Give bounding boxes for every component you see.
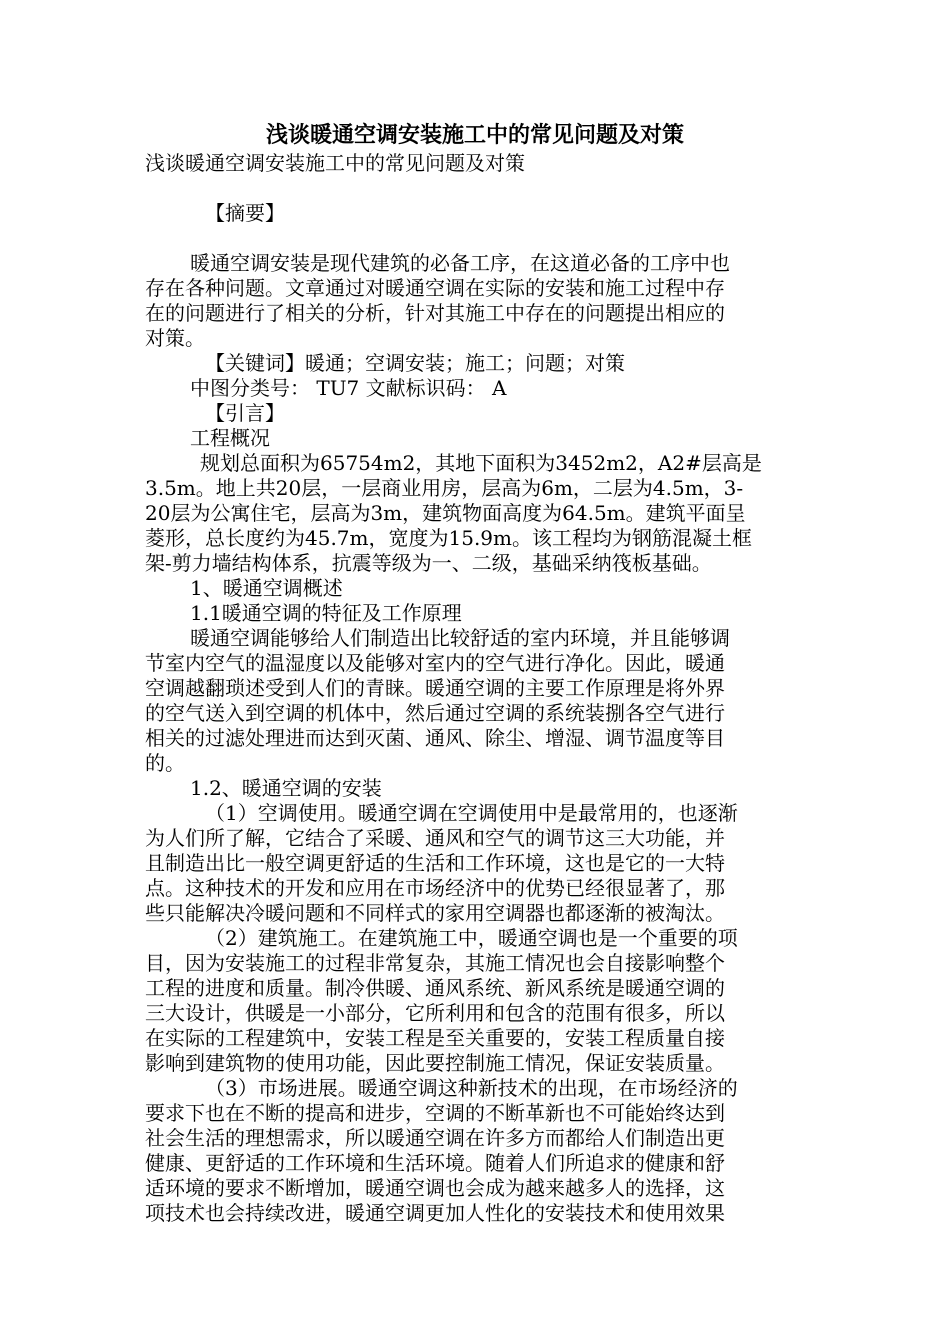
subsection-heading: 1.1暖通空调的特征及工作原理 [190, 601, 462, 625]
paragraph-line: 3.5m。地上共20层，一层商业用房，层高为6m，二层为4.5m，3- [145, 476, 744, 500]
paragraph-line: （2）建筑施工。在建筑施工中，暖通空调也是一个重要的项 [205, 926, 738, 950]
abstract-line: 存在各种问题。文章通过对暖通空调在实际的安装和施工过程中存 [145, 276, 725, 300]
project-overview-heading: 工程概况 [190, 426, 270, 450]
abstract-line: 对策。 [145, 326, 205, 350]
paragraph-line: 相关的过滤处理进而达到灭菌、通风、除尘、增湿、调节温度等目 [145, 726, 725, 750]
document-title: 浅谈暖通空调安装施工中的常见问题及对策 [265, 122, 684, 148]
paragraph-line: 暖通空调能够给人们制造出比较舒适的室内环境，并且能够调 [190, 626, 730, 650]
paragraph-line: （3）市场进展。暖通空调这种新技术的出现，在市场经济的 [205, 1076, 738, 1100]
paragraph-line: 的。 [145, 751, 185, 775]
paragraph-line: 目，因为安装施工的过程非常复杂，其施工情况也会自接影响整个 [145, 951, 725, 975]
paragraph-line: 架-剪力墙结构体系，抗震等级为一、二级，基础采纳筏板基础。 [145, 551, 712, 575]
paragraph-line: 规划总面积为65754m2，其地下面积为3452m2，A2#层高是 [200, 451, 762, 475]
paragraph-line: 项技术也会持续改进，暖通空调更加人性化的安装技术和使用效果 [145, 1201, 725, 1225]
paragraph-line: 为人们所了解，它结合了采暖、通风和空气的调节这三大功能，并 [145, 826, 725, 850]
paragraph-line: 健康、更舒适的工作环境和生活环境。随着人们所追求的健康和舒 [145, 1151, 725, 1175]
abstract-heading: 【摘要】 [205, 201, 285, 225]
paragraph-line: 社会生活的理想需求，所以暖通空调在许多方而都给人们制造出更 [145, 1126, 725, 1150]
paragraph-line: 影响到建筑物的使用功能，因此要控制施工情况，保证安装质量。 [145, 1051, 725, 1075]
paragraph-line: 要求下也在不断的提高和进步，空调的不断革新也不可能始终达到 [145, 1101, 725, 1125]
paragraph-line: 空调越翻琐述受到人们的青睐。暖通空调的主要工作原理是将外界 [145, 676, 725, 700]
abstract-line: 在的问题进行了相关的分析，针对其施工中存在的问题提出相应的 [145, 301, 725, 325]
keywords-line: 【关键词】暖通；空调安装；施工；问题；对策 [205, 351, 625, 375]
subsection-heading: 1.2、暖通空调的安装 [190, 776, 382, 800]
paragraph-line: （1）空调使用。暖通空调在空调使用中是最常用的，也逐渐 [205, 801, 738, 825]
classification-line: 中图分类号： TU7 文献标识码： A [190, 376, 507, 400]
paragraph-line: 且制造出比一般空调更舒适的生活和工作环境，这也是它的一大特 [145, 851, 725, 875]
paragraph-line: 的空气送入到空调的机体中，然后通过空调的系统装捌各空气进行 [145, 701, 725, 725]
paragraph-line: 适环境的要求不断增加，暖通空调也会成为越来越多人的选择，这 [145, 1176, 725, 1200]
introduction-heading: 【引言】 [205, 401, 285, 425]
paragraph-line: 在实际的工程建筑中，安装工程是至关重要的，安装工程质量自接 [145, 1026, 725, 1050]
abstract-line: 暖通空调安装是现代建筑的必备工序，在这道必备的工序中也 [190, 251, 730, 275]
paragraph-line: 菱形，总长度约为45.7m，宽度为15.9m。该工程均为钢筋混凝土框 [145, 526, 752, 550]
paragraph-line: 些只能解决冷暖问题和不同样式的家用空调器也都逐渐的被淘汰。 [145, 901, 725, 925]
paragraph-line: 20层为公寓住宅，层高为3m，建筑物面高度为64.5m。建筑平面呈 [145, 501, 746, 525]
paragraph-line: 点。这种技术的开发和应用在市场经济中的优势已经很显著了，那 [145, 876, 725, 900]
paragraph-line: 节室内空气的温湿度以及能够对室内的空气进行净化。因此，暖通 [145, 651, 725, 675]
paragraph-line: 三大设计，供暖是一小部分，它所利用和包含的范围有很多，所以 [145, 1001, 725, 1025]
subtitle-line: 浅谈暖通空调安装施工中的常见问题及对策 [145, 151, 525, 175]
section-heading: 1、暖通空调概述 [190, 576, 343, 600]
paragraph-line: 工程的进度和质量。制冷供暖、通风系统、新风系统是暖通空调的 [145, 976, 725, 1000]
